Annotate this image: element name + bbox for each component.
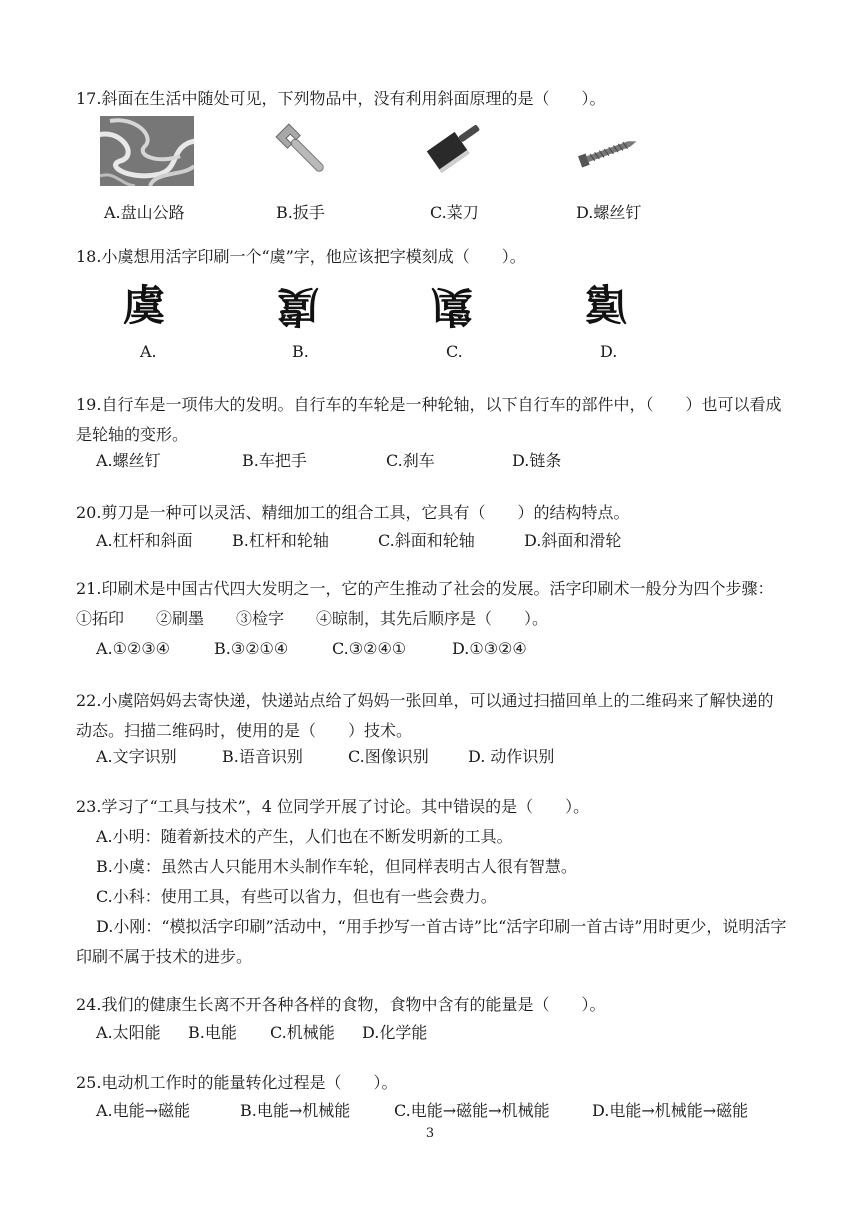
q25-option-c: C.电能→磁能→机械能 (394, 1101, 550, 1120)
q19-option-a: A.螺丝钉 (96, 451, 161, 470)
wrench-icon (268, 116, 364, 188)
char-flipped-vertical: 虞 (430, 282, 473, 331)
question-25: 25.电动机工作时的能量转化过程是（ ）。 (76, 1073, 398, 1092)
q20-option-a: A.杠杆和斜面 (96, 531, 193, 550)
screw-icon (572, 116, 668, 188)
q25-option-a: A.电能→磁能 (96, 1101, 191, 1120)
q17-option-b: B.扳手 (276, 203, 325, 222)
q19-options (96, 448, 561, 474)
q19-option-d: D.链条 (512, 451, 562, 470)
q24-option-d: D.化学能 (362, 1023, 428, 1042)
q18-option-a: A. (140, 342, 157, 361)
question-21: 21.印刷术是中国古代四大发明之一，它的产生推动了社会的发展。活字印刷术一般分为四个步骤：①拓印 ②刷墨 ③检字 ④晾制，其先后顺序是（ ）。 (76, 579, 774, 628)
q20-option-b: B.杠杆和轮轴 (232, 531, 329, 550)
q19-option-b: B.车把手 (242, 451, 307, 470)
q24-option-a: A.太阳能 (96, 1023, 161, 1042)
question-18: 18.小虞想用活字印刷一个“虞”字，他应该把字模刻成（ ）。 (76, 247, 526, 266)
q22-options (96, 744, 554, 770)
q19-option-c: C.刹车 (386, 451, 435, 470)
question-23: 23.学习了“工具与技术”，4 位同学开展了讨论。其中错误的是（ ）。 (76, 797, 590, 816)
q17-option-a: A.盘山公路 (104, 203, 185, 222)
q25-option-b: B.电能→机械能 (240, 1101, 351, 1120)
q22-option-c: C.图像识别 (348, 747, 429, 766)
q18-character-row (0, 276, 860, 336)
q25-option-d: D.电能→机械能→磁能 (592, 1101, 749, 1120)
char-rotated: 虞 (277, 282, 320, 331)
q22-option-b: B.语音识别 (222, 747, 303, 766)
q21-option-a: A.①②③④ (96, 639, 171, 658)
q21-options (96, 636, 527, 662)
q18-option-d: D. (600, 342, 618, 361)
q21-option-d: D.①③②④ (452, 639, 527, 658)
q23-option-b: B.小虞：虽然古人只能用木头制作车轮，但同样表明古人很有智慧。 (96, 857, 577, 876)
q23-option-d: D.小刚：“模拟活字印刷”活动中，“用手抄写一首古诗”比“活字印刷一首古诗”用时更少，说明活字印刷不属于技术的进步。 (76, 917, 787, 966)
q17-option-c: C.菜刀 (430, 203, 479, 222)
q21-option-c: C.③②④① (332, 639, 407, 658)
q23-option-c: C.小科：使用工具，有些可以省力，但也有一些会费力。 (96, 887, 497, 906)
q24-options (96, 1020, 427, 1046)
q23-option-a: A.小明：随着新技术的产生，人们也在不断发明新的工具。 (96, 827, 513, 846)
q20-option-d: D.斜面和滑轮 (524, 531, 622, 550)
char-mirrored: 虞 (585, 281, 628, 330)
q24-option-b: B.电能 (188, 1023, 237, 1042)
q24-option-c: C.机械能 (270, 1023, 335, 1042)
char-normal: 虞 (122, 281, 165, 330)
q17-image-row (100, 116, 740, 188)
cleaver-icon (422, 116, 518, 188)
page-number: 3 (425, 1126, 435, 1141)
q22-option-d: D. 动作识别 (468, 747, 555, 766)
q17-option-d: D.螺丝钉 (576, 203, 642, 222)
question-17: 17.斜面在生活中随处可见，下列物品中，没有利用斜面原理的是（ ）。 (76, 89, 606, 108)
q22-option-a: A.文字识别 (96, 747, 177, 766)
q25-options (96, 1098, 748, 1124)
question-24: 24.我们的健康生长离不开各种各样的食物，食物中含有的能量是（ ）。 (76, 995, 606, 1014)
question-19: 19.自行车是一项伟大的发明。自行车的车轮是一种轮轴，以下自行车的部件中，（ ）也可以看成是轮轴的变形。 (76, 395, 782, 444)
q20-options (96, 528, 621, 554)
question-20: 20.剪刀是一种可以灵活、精细加工的组合工具，它具有（ ）的结构特点。 (76, 503, 630, 522)
q21-option-b: B.③②①④ (214, 639, 289, 658)
q18-option-b: B. (292, 342, 309, 361)
winding-road-photo (100, 116, 196, 188)
question-22: 22.小虞陪妈妈去寄快递，快递站点给了妈妈一张回单，可以通过扫描回单上的二维码来了解快递的动态。扫描二维码时，使用的是（ ）技术。 (76, 691, 774, 740)
q20-option-c: C.斜面和轮轴 (378, 531, 475, 550)
q18-option-c: C. (446, 342, 463, 361)
